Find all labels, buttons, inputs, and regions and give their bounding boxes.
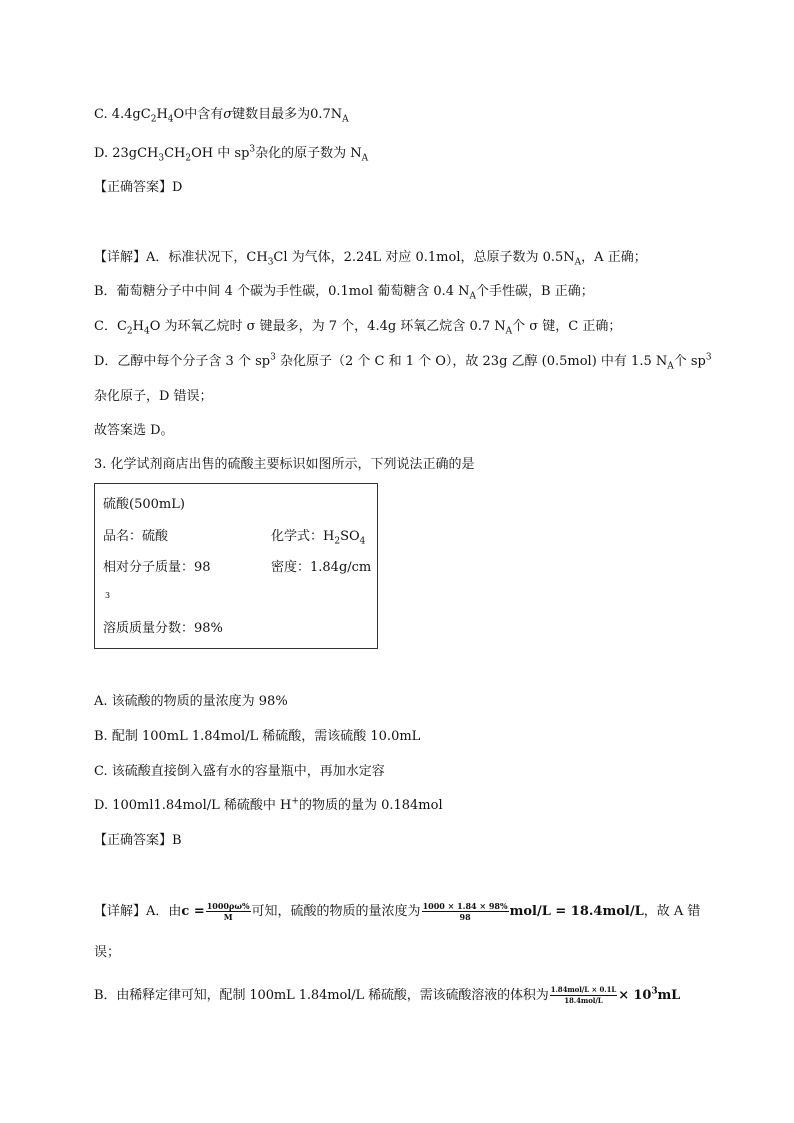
fraction-formula <box>206 901 251 922</box>
label-formula: 化学式：$H_2SO_4$ <box>271 529 366 547</box>
q3-stem: 3. 化学试剂商店出售的硫酸主要标识如图所示，下列说法正确的是 <box>94 457 475 472</box>
text: 0.7N <box>310 107 343 122</box>
text: Cl 为气体，2.24L 对应 0.1mol，总原子数为 0.5N <box>273 250 575 265</box>
text: 杂化的原子数为 N <box>255 146 362 161</box>
superscript: + <box>291 796 299 807</box>
q3-explain-a <box>94 901 700 922</box>
fraction-numerator: 1.84mol/L × 0.1L <box>550 985 617 994</box>
text: ，A 正确； <box>581 250 647 265</box>
text: B．葡萄糖分子中中间 4 个碳为手性碳，0.1mol 葡萄糖含 0.4 N <box>94 284 470 299</box>
formula-c: c = <box>181 904 205 919</box>
text: 个手性碳，B 正确； <box>476 284 594 299</box>
text: 的物质的量为 0.184mol <box>298 798 443 813</box>
q2-explain-b: B．葡萄糖分子中中间 4 个碳为手性碳，0.1mol 葡萄糖含 0.4 $N_A$个手性碳，B 正确； <box>94 284 594 302</box>
subscript: A <box>361 153 369 164</box>
text: 个 σ 键，C 正确； <box>512 319 622 334</box>
q3-option-c: C. 该硫酸直接倒入盛有水的容量瓶中，再加水定容 <box>94 764 385 779</box>
q3-explain-b <box>94 985 680 1006</box>
fraction-denominator: 18.4mol/L <box>564 996 603 1005</box>
text: ，故 A 错 <box>643 904 701 919</box>
sigma-symbol: σ <box>223 107 233 122</box>
text: B．由稀释定律可知，配制 100mL 1.84mol/L 稀硫酸，需该硫酸溶液的体积为 <box>94 988 549 1003</box>
text: mL <box>657 988 681 1003</box>
text: OH 中 sp <box>191 146 250 161</box>
q3-option-a: A. 该硫酸的物质的量浓度为 98% <box>94 694 288 709</box>
q2-explain-d-cont: 杂化原子，D 错误； <box>94 389 213 404</box>
label-title: 硫酸(500mL) <box>103 497 185 512</box>
option-d: D. $23gCH_3CH_2OH$ 中 $sp^3$杂化的原子数为 $N_A$ <box>94 144 369 164</box>
fraction-denominator: M <box>223 912 233 922</box>
text: 【详解】A．标准状况下，CH <box>94 250 268 265</box>
superscript: 3 <box>651 986 658 997</box>
text: O 为环氧乙烷时 σ 键最多，为 7 个，4.4g 环氧乙烷含 0.7 N <box>149 319 506 334</box>
fraction-numerator: 1000 × 1.84 × 98% <box>422 901 508 911</box>
text: 个 sp <box>673 354 706 369</box>
label-density-exp: 3 <box>105 591 111 600</box>
label-mass: 相对分子质量：98 <box>103 560 211 575</box>
q2-final-answer: 故答案选 D。 <box>94 423 174 438</box>
text: 化学式：H <box>271 529 335 544</box>
text: 中含有 <box>184 107 224 122</box>
q3-correct-answer: 【正确答案】B <box>94 833 182 848</box>
text: 键数目最多为 <box>232 107 311 122</box>
label-fraction: 溶质质量分数：98% <box>103 621 223 636</box>
subscript: A <box>342 114 349 125</box>
text: O <box>173 107 185 122</box>
fraction-denominator: 98 <box>459 912 471 922</box>
q2-explain-c: C．$C_2H_4O$ 为环氧乙烷时 σ 键最多，为 7 个，4.4g 环氧乙烷含 0.7 $N_A$个 σ 键，C 正确； <box>94 319 622 337</box>
text: C．C <box>94 319 127 334</box>
text: H <box>132 319 144 334</box>
sulfuric-acid-label <box>94 483 378 649</box>
text: D．乙醇中每个分子含 3 个 sp <box>94 354 271 369</box>
q3-option-b: B. 配制 100mL 1.84mol/L 稀硫酸，需该硫酸 10.0mL <box>94 729 421 744</box>
label-density: 密度：1.84g/cm <box>271 560 372 575</box>
q2-explain-a: 【详解】A．标准状况下，$CH_3Cl$ 为气体，2.24L 对应 0.1mol，总原子数为 $0.5N_A$，A 正确； <box>94 250 647 268</box>
text: D. 100ml1.84mol/L 稀硫酸中 H <box>94 798 292 813</box>
option-c: C. $4.4gC_2H_4O$中含有σ键数目最多为$0.7N_A$ <box>94 107 349 125</box>
text: × 10 <box>618 988 652 1003</box>
text: C. 4.4gC <box>94 107 151 122</box>
q2-correct-answer: 【正确答案】D <box>94 180 183 195</box>
text: D. 23gCH <box>94 146 159 161</box>
fraction-volume <box>550 985 618 1006</box>
label-name: 品名：硫酸 <box>103 529 169 544</box>
text: CH <box>164 146 186 161</box>
result: mol/L = 18.4mol/L <box>509 904 644 919</box>
fraction-calc <box>422 901 509 922</box>
text: SO <box>340 529 360 544</box>
text: H <box>156 107 168 122</box>
text: 【详解】A．由 <box>94 904 182 919</box>
q3-option-d <box>94 797 443 815</box>
fraction-numerator: 1000ρω% <box>206 901 250 911</box>
text: 可知，硫酸的物质的量浓度为 <box>251 904 421 919</box>
q3-explain-a-cont: 误； <box>94 945 121 960</box>
q2-explain-d: D．乙醇中每个分子含 3 个 $sp^3$ 杂化原子（2 个 C 和 1 个 O），故 23g 乙醇 (0.5mol) 中有 1.5 $N_A$个 $sp^3$ <box>94 352 712 372</box>
text: 杂化原子（2 个 C 和 1 个 O），故 23g 乙醇 (0.5mol) 中有 1.5 N <box>275 354 668 369</box>
